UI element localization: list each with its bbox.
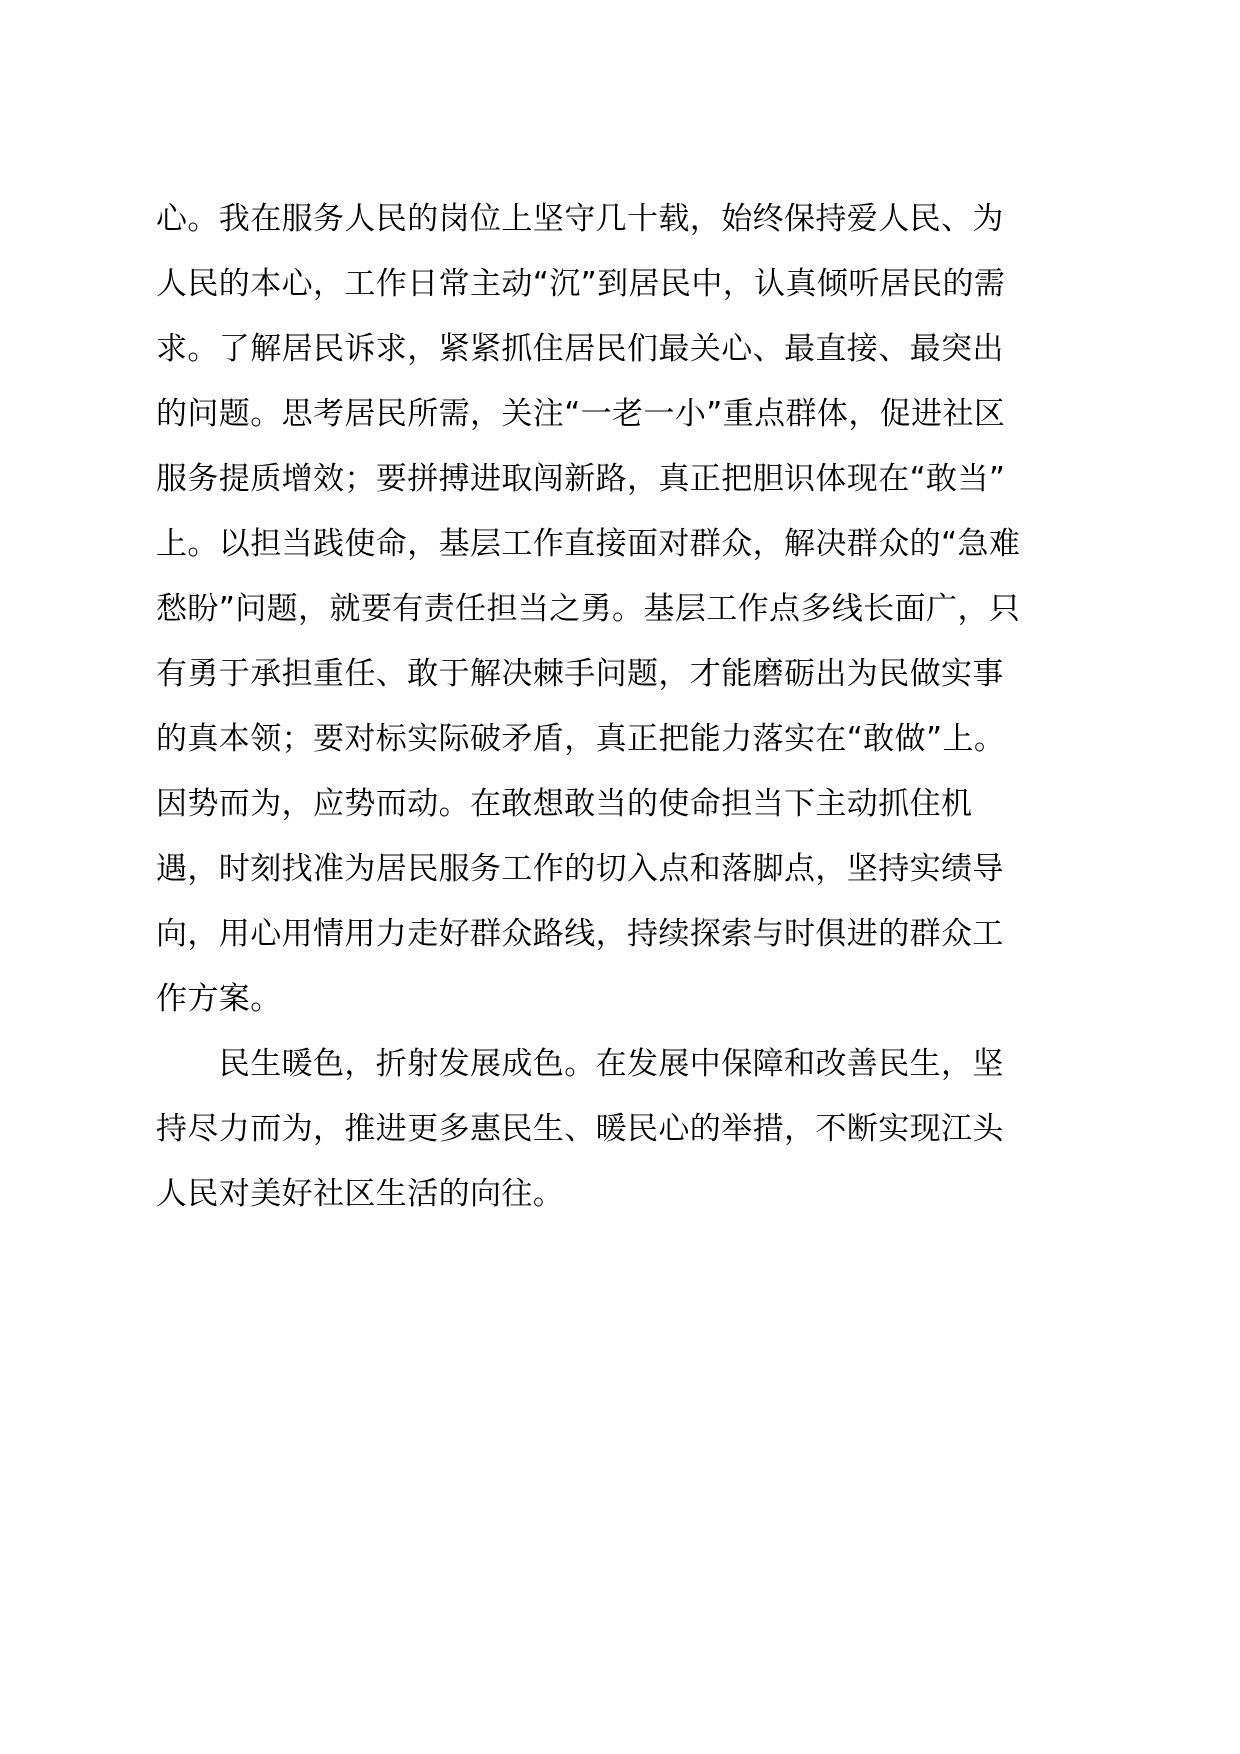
- text-line: 的问题。思考居民所需，关注“一老一小”重点群体，促进社区: [156, 396, 1006, 432]
- text-line: 服务提质增效；要拼搏进取闯新路，真正把胆识体现在“敢当”: [156, 461, 1006, 497]
- text-line: 上。以担当践使命，基层工作直接面对群众，解决群众的“急难: [156, 526, 1021, 562]
- body-text: [156, 187, 1086, 1227]
- text-line: 的真本领；要对标实际破矛盾，真正把能力落实在“敢做”上。: [156, 721, 1006, 757]
- text-line: 人民对美好社区生活的向往。: [156, 1176, 565, 1212]
- text-line: 心。我在服务人民的岗位上坚守几十载，始终保持爱人民、为: [156, 201, 1004, 237]
- text-line: 遇，时刻找准为居民服务工作的切入点和落脚点，坚持实绩导: [156, 851, 1004, 887]
- text-line: 作方案。: [156, 981, 282, 1017]
- text-line: 向，用心用情用力走好群众路线，持续探索与时俱进的群众工: [156, 916, 1004, 952]
- text-line: 人民的本心，工作日常主动“沉”到居民中，认真倾听居民的需: [156, 266, 1006, 302]
- text-line: 持尽力而为，推进更多惠民生、暖民心的举措，不断实现江头: [156, 1111, 1004, 1147]
- text-line: 民生暖色，折射发展成色。在发展中保障和改善民生，坚: [156, 1046, 1004, 1082]
- text-line: 求。了解居民诉求，紧紧抓住居民们最关心、最直接、最突出: [156, 331, 1004, 367]
- text-line: 有勇于承担重任、敢于解决棘手问题，才能磨砺出为民做实事: [156, 656, 1004, 692]
- text-line: 愁盼”问题，就要有责任担当之勇。基层工作点多线长面广，只: [156, 591, 1021, 627]
- text-line: 因势而为，应势而动。在敢想敢当的使命担当下主动抓住机: [156, 786, 973, 822]
